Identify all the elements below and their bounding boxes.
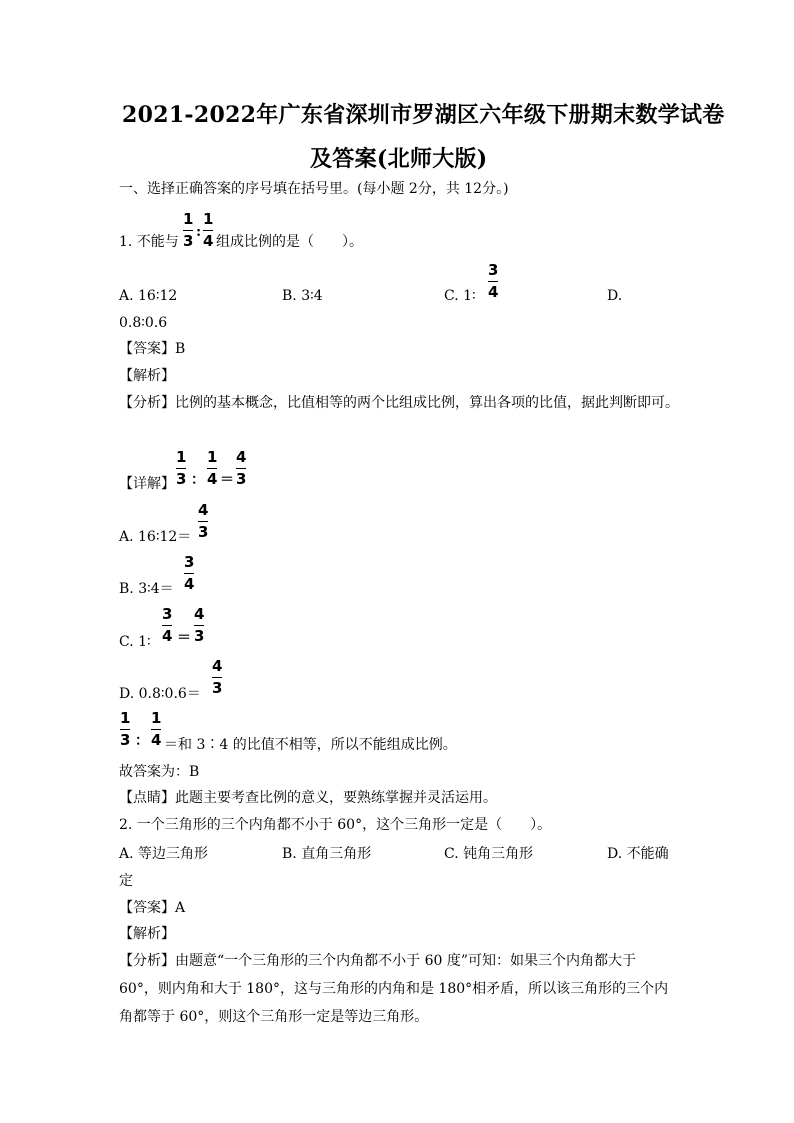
q1-detail-d-fraction	[212, 659, 222, 696]
q2-analysis-heading: 【解析】	[119, 926, 175, 942]
fraction-bar	[212, 677, 222, 678]
fraction-bar	[151, 729, 161, 730]
q1-option-a: A. 16∶12	[119, 288, 178, 304]
q1-fraction-a	[183, 212, 193, 249]
fraction-bar	[488, 281, 498, 282]
q1-option-d: D.	[607, 288, 623, 304]
fraction-bar	[194, 625, 204, 626]
denominator: 4	[162, 627, 173, 645]
q1-conclusion-text: ＝和 3∶4 的比值不相等，所以不能组成比例。	[164, 737, 457, 753]
denominator: 3	[198, 523, 209, 541]
q1-conclusion-colon: ：	[135, 733, 149, 749]
numerator: 4	[198, 501, 209, 519]
denominator: 4	[151, 731, 162, 749]
numerator: 4	[194, 605, 205, 623]
q1-suffix: 组成比例的是（ ）。	[216, 234, 363, 250]
q2-option-d: D. 不能确	[607, 846, 669, 862]
denominator: 3	[236, 470, 247, 488]
fraction-bar	[207, 468, 217, 469]
numerator: 1	[176, 448, 187, 466]
fraction-bar	[162, 625, 172, 626]
numerator: 3	[184, 553, 195, 571]
q1-fraction-b	[203, 212, 213, 249]
document-title-line2: 及答案(北师大版)	[310, 146, 488, 172]
q1-detail-b: B. 3∶4＝	[119, 581, 174, 597]
q1-option-c-fraction	[488, 263, 498, 300]
fraction-bar	[184, 573, 194, 574]
denominator: 3	[176, 470, 187, 488]
section-heading: 一、选择正确答案的序号填在括号里。(每小题 2分，共 12分。)	[119, 181, 509, 197]
q2-analysis-line1: 【分析】由题意“一个三角形的三个内角都不小于 60 度”可知：如果三个内角都大于	[119, 953, 637, 969]
numerator: 1	[203, 210, 214, 228]
q1-remark: 【点睛】此题主要考查比例的意义，要熟练掌握并灵活运用。	[119, 790, 497, 806]
denominator: 4	[184, 575, 195, 593]
q1-option-b: B. 3∶4	[282, 288, 323, 304]
denominator: 4	[488, 283, 499, 301]
q1-detail-b-fraction	[184, 555, 194, 592]
q1-detail-fraction-3	[236, 450, 246, 487]
numerator: 3	[488, 261, 499, 279]
numerator: 3	[162, 605, 173, 623]
q1-analysis: 【分析】比例的基本概念，比值相等的两个比组成比例，算出各项的比值，据此判断即可。	[119, 395, 679, 411]
numerator: 1	[151, 709, 162, 727]
q2-stem: 2. 一个三角形的三个内角都不小于 60°，这个三角形一定是（ ）。	[119, 817, 552, 833]
q1-conclusion-fraction-2	[151, 711, 161, 748]
q1-detail-c-fraction-1	[162, 607, 172, 644]
denominator: 3	[212, 679, 223, 697]
q1-detail-d: D. 0.8∶0.6＝	[119, 686, 201, 702]
q1-colon: :	[196, 224, 202, 240]
denominator: 3	[183, 232, 194, 250]
document-title-line1: 2021-2022年广东省深圳市罗湖区六年级下册期末数学试卷	[122, 102, 725, 128]
fraction-bar	[183, 230, 193, 231]
q1-detail-c: C. 1∶	[119, 634, 151, 650]
numerator: 1	[120, 709, 131, 727]
numerator: 4	[236, 448, 247, 466]
q2-option-a: A. 等边三角形	[119, 846, 209, 862]
denominator: 3	[194, 627, 205, 645]
q1-detail-c-equals: ＝	[177, 630, 191, 646]
q1-final-answer: 故答案为：B	[119, 764, 200, 780]
q1-detail-colon: ：	[191, 472, 205, 488]
denominator: 4	[207, 470, 218, 488]
q2-option-c: C. 钝角三角形	[444, 846, 534, 862]
fraction-bar	[120, 729, 130, 730]
fraction-bar	[176, 468, 186, 469]
numerator: 1	[183, 210, 194, 228]
q1-conclusion-fraction-1	[120, 711, 130, 748]
denominator: 4	[203, 232, 214, 250]
denominator: 3	[120, 731, 131, 749]
q1-analysis-heading: 【解析】	[119, 368, 175, 384]
q2-option-b: B. 直角三角形	[282, 846, 372, 862]
numerator: 1	[207, 448, 218, 466]
fraction-bar	[198, 521, 208, 522]
q2-option-d-continued: 定	[119, 873, 133, 889]
q1-detail-fraction-1	[176, 450, 186, 487]
q1-detail-a-fraction	[198, 503, 208, 540]
q1-prefix: 1. 不能与	[119, 234, 179, 250]
q2-analysis-line3: 角都等于 60°，则这个三角形一定是等边三角形。	[119, 1009, 429, 1025]
q1-option-c: C. 1∶	[444, 288, 476, 304]
numerator: 4	[212, 657, 223, 675]
q1-detail-label: 【详解】	[119, 476, 175, 492]
q1-answer: 【答案】B	[119, 341, 186, 357]
q1-option-d-continued: 0.8∶0.6	[119, 315, 168, 331]
q1-detail-fraction-2	[207, 450, 217, 487]
fraction-bar	[203, 230, 213, 231]
q2-answer: 【答案】A	[119, 900, 186, 916]
q1-detail-a: A. 16∶12＝	[119, 529, 192, 545]
fraction-bar	[236, 468, 246, 469]
q1-detail-c-fraction-2	[194, 607, 204, 644]
q2-analysis-line2: 60°，则内角和大于 180°，这与三角形的内角和是 180°相矛盾，所以该三角形的三个内	[119, 981, 669, 997]
q1-detail-equals: ＝	[220, 472, 234, 488]
